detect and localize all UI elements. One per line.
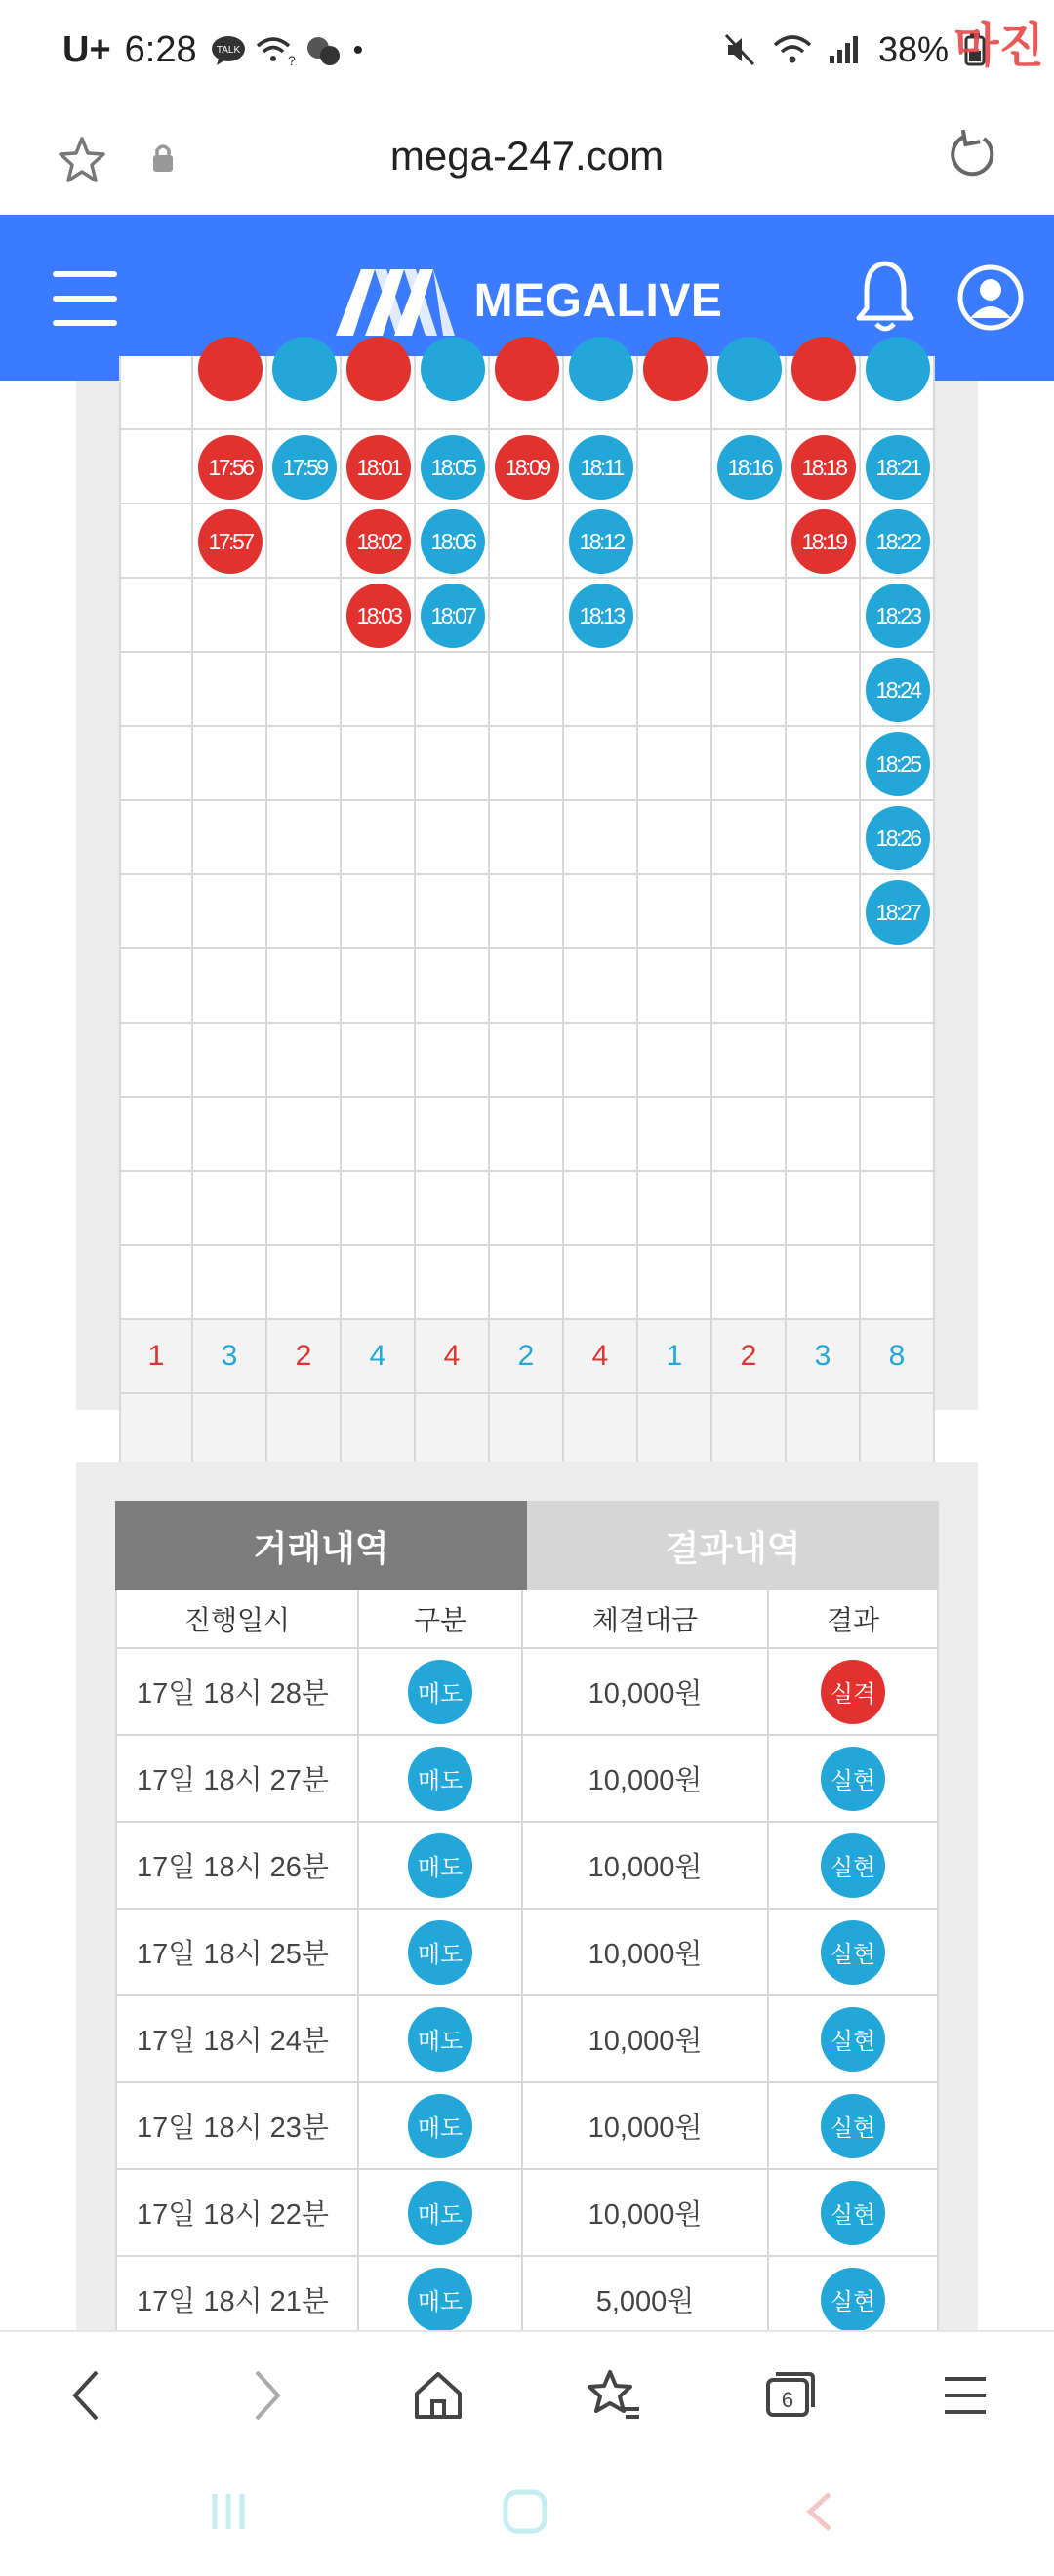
cell-result <box>769 1823 939 1910</box>
wifi-icon <box>773 33 812 66</box>
result-ball: 18:05 <box>421 435 485 500</box>
recent-apps-icon[interactable] <box>207 2490 250 2533</box>
cell-result <box>769 1649 939 1736</box>
grid-cell <box>267 801 342 875</box>
trade-type-badge: 매도 <box>408 2181 472 2245</box>
reload-icon[interactable] <box>945 127 999 181</box>
grid-cell <box>267 653 342 727</box>
grid-cell <box>267 1172 342 1246</box>
grid-cell <box>638 1172 712 1246</box>
grid-footer-cell <box>712 1394 787 1469</box>
history-tabs <box>115 1501 939 1590</box>
grid-cell <box>119 1172 193 1246</box>
cell-time: 17일 18시 21분 <box>115 2257 359 2344</box>
grid-cell <box>787 727 861 801</box>
grid-cell <box>119 653 193 727</box>
cell-type <box>359 1910 523 1996</box>
tab-trade-history[interactable]: 거래내역 <box>115 1501 527 1590</box>
cell-type <box>359 2170 523 2257</box>
user-account-icon[interactable] <box>956 263 1025 332</box>
grid-cell <box>416 727 490 801</box>
grid-cell <box>638 579 712 653</box>
grid-cell <box>119 727 193 801</box>
grid-cell <box>416 1024 490 1098</box>
cell-time: 17일 18시 23분 <box>115 2083 359 2170</box>
grid-cell <box>638 653 712 727</box>
result-ball <box>569 337 633 401</box>
result-ball: 18:06 <box>421 509 485 574</box>
notification-icons <box>211 34 364 67</box>
cell-time: 17일 18시 22분 <box>115 2170 359 2257</box>
result-ball: 18:26 <box>866 806 930 870</box>
column-total: 2 <box>490 1320 564 1394</box>
grid-cell <box>490 1246 564 1320</box>
grid-footer-cell <box>564 1394 638 1469</box>
result-ball: 17:56 <box>198 435 263 500</box>
grid-cell <box>193 801 267 875</box>
grid-cell <box>416 801 490 875</box>
cell-type <box>359 1996 523 2083</box>
tab-count: 6 <box>781 2388 794 2412</box>
result-ball: 18:13 <box>569 584 633 648</box>
grid-cell <box>638 1246 712 1320</box>
grid-footer-cell <box>193 1394 267 1469</box>
status-left <box>62 29 363 71</box>
col-header-amount: 체결대금 <box>523 1590 769 1649</box>
grid-cell <box>490 949 564 1024</box>
result-badge: 실현 <box>821 1920 885 1985</box>
cell-time: 17일 18시 27분 <box>115 1736 359 1823</box>
grid-cell <box>342 801 416 875</box>
grid-cell <box>119 1098 193 1172</box>
result-ball: 18:24 <box>866 658 930 722</box>
trade-type-badge: 매도 <box>408 2094 472 2158</box>
grid-cell <box>861 1246 935 1320</box>
result-ball: 18:21 <box>866 435 930 500</box>
cell-amount: 5,000원 <box>523 2257 769 2344</box>
svg-text:?: ? <box>287 52 296 68</box>
cell-time: 17일 18시 25분 <box>115 1910 359 1996</box>
chat-bubbles-icon <box>304 34 344 67</box>
grid-cell <box>638 430 712 504</box>
grid-cell <box>267 1024 342 1098</box>
chevron-right-icon <box>247 2366 286 2425</box>
result-ball <box>717 337 782 401</box>
grid-cell <box>490 875 564 949</box>
grid-cell <box>712 579 787 653</box>
result-ball <box>272 337 337 401</box>
grid-cell <box>712 727 787 801</box>
grid-cell <box>193 727 267 801</box>
table-row[interactable] <box>115 2083 939 2170</box>
cell-amount: 10,000원 <box>523 1823 769 1910</box>
grid-cell <box>416 875 490 949</box>
result-ball: 17:59 <box>272 435 337 500</box>
grid-cell <box>564 949 638 1024</box>
grid-cell <box>342 1024 416 1098</box>
column-total: 3 <box>193 1320 267 1394</box>
more-notifications-dot: • <box>352 33 364 66</box>
grid-cell <box>712 653 787 727</box>
cell-result <box>769 1910 939 1996</box>
grid-cell <box>638 801 712 875</box>
grid-cell <box>861 1024 935 1098</box>
grid-cell <box>119 801 193 875</box>
result-ball: 18:18 <box>791 435 856 500</box>
grid-cell <box>564 1024 638 1098</box>
forward-button[interactable] <box>232 2361 301 2430</box>
result-ball: 18:22 <box>866 509 930 574</box>
grid-cell <box>119 430 193 504</box>
trade-type-badge: 매도 <box>408 1747 472 1811</box>
cell-time: 17일 18시 28분 <box>115 1649 359 1736</box>
cell-type <box>359 1649 523 1736</box>
home-button[interactable] <box>404 2361 472 2430</box>
tabs-icon <box>762 2368 817 2423</box>
bookmarks-button[interactable] <box>580 2361 648 2430</box>
column-total: 1 <box>638 1320 712 1394</box>
grid-cell <box>119 1024 193 1098</box>
grid-cell <box>193 579 267 653</box>
column-total: 2 <box>712 1320 787 1394</box>
grid-cell <box>712 1098 787 1172</box>
grid-cell <box>416 1098 490 1172</box>
cell-type <box>359 2083 523 2170</box>
cell-result <box>769 2083 939 2170</box>
grid-cell <box>342 949 416 1024</box>
result-ball <box>421 337 485 401</box>
result-ball <box>643 337 708 401</box>
grid-cell <box>416 1172 490 1246</box>
grid-cell <box>638 949 712 1024</box>
grid-cell <box>490 801 564 875</box>
grid-cell <box>712 1172 787 1246</box>
cell-time: 17일 18시 24분 <box>115 1996 359 2083</box>
grid-cell <box>119 949 193 1024</box>
grid-cell <box>564 801 638 875</box>
trade-type-badge: 매도 <box>408 2268 472 2332</box>
status-bar <box>0 0 1054 107</box>
grid-cell <box>267 504 342 579</box>
battery-percent: 38% <box>877 29 949 69</box>
tabs-button[interactable] <box>755 2361 824 2430</box>
result-ball: 18:09 <box>495 435 559 500</box>
result-ball: 18:23 <box>866 584 930 648</box>
grid-cell <box>861 1098 935 1172</box>
grid-cell <box>193 875 267 949</box>
grid-cell <box>416 949 490 1024</box>
column-total: 1 <box>119 1320 193 1394</box>
grid-footer-cell <box>861 1394 935 1469</box>
grid-footer-cell <box>342 1394 416 1469</box>
table-row[interactable] <box>115 1996 939 2083</box>
cell-amount: 10,000원 <box>523 1910 769 1996</box>
result-ball: 18:25 <box>866 732 930 796</box>
result-ball <box>198 337 263 401</box>
col-header-time: 진행일시 <box>115 1590 359 1649</box>
result-ball <box>346 337 411 401</box>
watermark-logo: 마진 <box>953 19 1044 73</box>
grid-cell <box>638 727 712 801</box>
grid-cell <box>490 1024 564 1098</box>
cell-type <box>359 1736 523 1823</box>
trade-type-badge: 매도 <box>408 1833 472 1898</box>
megalive-logo-icon <box>332 262 459 340</box>
grid-cell <box>267 1098 342 1172</box>
brand-name: MEGALIVE <box>473 274 723 327</box>
chevron-left-icon <box>67 2366 106 2425</box>
cell-amount: 10,000원 <box>523 1649 769 1736</box>
system-back-icon[interactable] <box>802 2488 837 2535</box>
status-right <box>724 29 986 70</box>
col-header-type: 구분 <box>359 1590 523 1649</box>
home-icon <box>411 2368 466 2423</box>
column-total: 3 <box>787 1320 861 1394</box>
grid-cell <box>564 1098 638 1172</box>
back-button[interactable] <box>53 2361 121 2430</box>
grid-cell <box>119 579 193 653</box>
result-badge: 실격 <box>821 1660 885 1724</box>
table-row[interactable] <box>115 1736 939 1823</box>
url-text[interactable]: mega-247.com <box>389 133 665 179</box>
grid-cell <box>787 1246 861 1320</box>
trade-type-badge: 매도 <box>408 2007 472 2072</box>
tab-result-history[interactable]: 결과내역 <box>527 1501 939 1590</box>
result-grid <box>119 381 940 1371</box>
grid-footer-cell <box>638 1394 712 1469</box>
grid-cell <box>564 875 638 949</box>
result-ball: 18:01 <box>346 435 411 500</box>
grid-cell <box>193 1098 267 1172</box>
cell-result <box>769 2170 939 2257</box>
result-ball: 18:27 <box>866 880 930 945</box>
result-badge: 실현 <box>821 2094 885 2158</box>
result-badge: 실현 <box>821 1833 885 1898</box>
cell-amount: 10,000원 <box>523 2083 769 2170</box>
grid-cell <box>861 949 935 1024</box>
grid-cell <box>193 1024 267 1098</box>
table-row[interactable] <box>115 1910 939 1996</box>
result-ball <box>866 337 930 401</box>
grid-cell <box>267 1246 342 1320</box>
result-ball: 17:57 <box>198 509 263 574</box>
cell-amount: 10,000원 <box>523 1996 769 2083</box>
browser-url-bar <box>0 107 1054 215</box>
grid-cell <box>193 1172 267 1246</box>
grid-cell <box>342 1098 416 1172</box>
grid-cell <box>638 875 712 949</box>
kakaotalk-icon <box>211 35 246 66</box>
result-ball: 18:02 <box>346 509 411 574</box>
grid-cell <box>712 875 787 949</box>
result-grid-section <box>76 381 978 1410</box>
column-total: 2 <box>267 1320 342 1394</box>
grid-cell <box>490 579 564 653</box>
grid-cell <box>342 653 416 727</box>
grid-cell <box>787 653 861 727</box>
grid-cell <box>787 801 861 875</box>
result-ball: 18:11 <box>569 435 633 500</box>
grid-cell <box>119 1246 193 1320</box>
result-badge: 실현 <box>821 1747 885 1811</box>
grid-cell <box>861 1172 935 1246</box>
result-badge: 실현 <box>821 2268 885 2332</box>
grid-footer-cell <box>267 1394 342 1469</box>
grid-cell <box>416 1246 490 1320</box>
result-badge: 실현 <box>821 2007 885 2072</box>
grid-cell <box>490 727 564 801</box>
grid-cell <box>342 1246 416 1320</box>
column-total: 4 <box>416 1320 490 1394</box>
trade-type-badge: 매도 <box>408 1920 472 1985</box>
grid-cell <box>119 356 193 430</box>
grid-footer-cell <box>119 1394 193 1469</box>
grid-cell <box>119 875 193 949</box>
grid-footer-cell <box>416 1394 490 1469</box>
table-row[interactable] <box>115 1823 939 1910</box>
result-ball <box>495 337 559 401</box>
cell-amount: 10,000원 <box>523 1736 769 1823</box>
result-ball: 18:07 <box>421 584 485 648</box>
wifi-question-icon <box>256 34 295 67</box>
result-ball <box>791 337 856 401</box>
grid-cell <box>342 875 416 949</box>
cell-type <box>359 1823 523 1910</box>
col-header-result: 결과 <box>769 1590 939 1649</box>
grid-cell <box>267 727 342 801</box>
menu-lines-icon <box>941 2371 990 2420</box>
grid-cell <box>638 1098 712 1172</box>
grid-cell <box>712 801 787 875</box>
grid-footer-cell <box>787 1394 861 1469</box>
grid-cell <box>193 949 267 1024</box>
table-row[interactable] <box>115 2170 939 2257</box>
cell-result <box>769 1996 939 2083</box>
grid-cell <box>787 875 861 949</box>
grid-cell <box>787 949 861 1024</box>
grid-cell <box>712 504 787 579</box>
mute-icon <box>724 33 757 66</box>
grid-cell <box>342 727 416 801</box>
grid-cell <box>119 504 193 579</box>
carrier-label: U+ <box>62 29 111 70</box>
talk-badge: TALK <box>216 44 240 56</box>
column-total: 4 <box>342 1320 416 1394</box>
signal-icon <box>828 34 863 65</box>
grid-cell <box>787 1024 861 1098</box>
grid-cell <box>787 1172 861 1246</box>
grid-cell <box>638 1024 712 1098</box>
column-total: 4 <box>564 1320 638 1394</box>
grid-cell <box>342 1172 416 1246</box>
grid-cell <box>267 579 342 653</box>
grid-cell <box>564 1172 638 1246</box>
home-square-icon[interactable] <box>502 2488 548 2535</box>
grid-cell <box>490 1098 564 1172</box>
grid-cell <box>564 653 638 727</box>
grid-cell <box>490 1172 564 1246</box>
result-badge: 실현 <box>821 2181 885 2245</box>
bell-icon[interactable] <box>853 258 917 336</box>
star-list-icon <box>585 2368 643 2423</box>
clock: 6:28 <box>124 29 197 70</box>
grid-cell <box>490 653 564 727</box>
grid-cell <box>193 653 267 727</box>
browser-bottom-nav <box>0 2330 1054 2459</box>
grid-cell <box>564 1246 638 1320</box>
result-ball: 18:12 <box>569 509 633 574</box>
table-row[interactable] <box>115 1649 939 1736</box>
grid-footer-cell <box>490 1394 564 1469</box>
menu-button[interactable] <box>931 2361 999 2430</box>
grid-cell <box>416 653 490 727</box>
grid-cell <box>712 1246 787 1320</box>
result-ball: 18:16 <box>717 435 782 500</box>
grid-cell <box>267 949 342 1024</box>
android-nav-bar <box>0 2457 1054 2576</box>
grid-cell <box>564 727 638 801</box>
grid-cell <box>490 504 564 579</box>
grid-cell <box>787 1098 861 1172</box>
result-ball: 18:19 <box>791 509 856 574</box>
grid-cell <box>712 949 787 1024</box>
column-total: 8 <box>861 1320 935 1394</box>
grid-cell <box>267 875 342 949</box>
result-ball: 18:03 <box>346 584 411 648</box>
grid-cell <box>712 1024 787 1098</box>
cell-amount: 10,000원 <box>523 2170 769 2257</box>
trade-type-badge: 매도 <box>408 1660 472 1724</box>
grid-cell <box>638 504 712 579</box>
grid-cell <box>193 1246 267 1320</box>
cell-result <box>769 1736 939 1823</box>
cell-time: 17일 18시 26분 <box>115 1823 359 1910</box>
grid-cell <box>787 579 861 653</box>
